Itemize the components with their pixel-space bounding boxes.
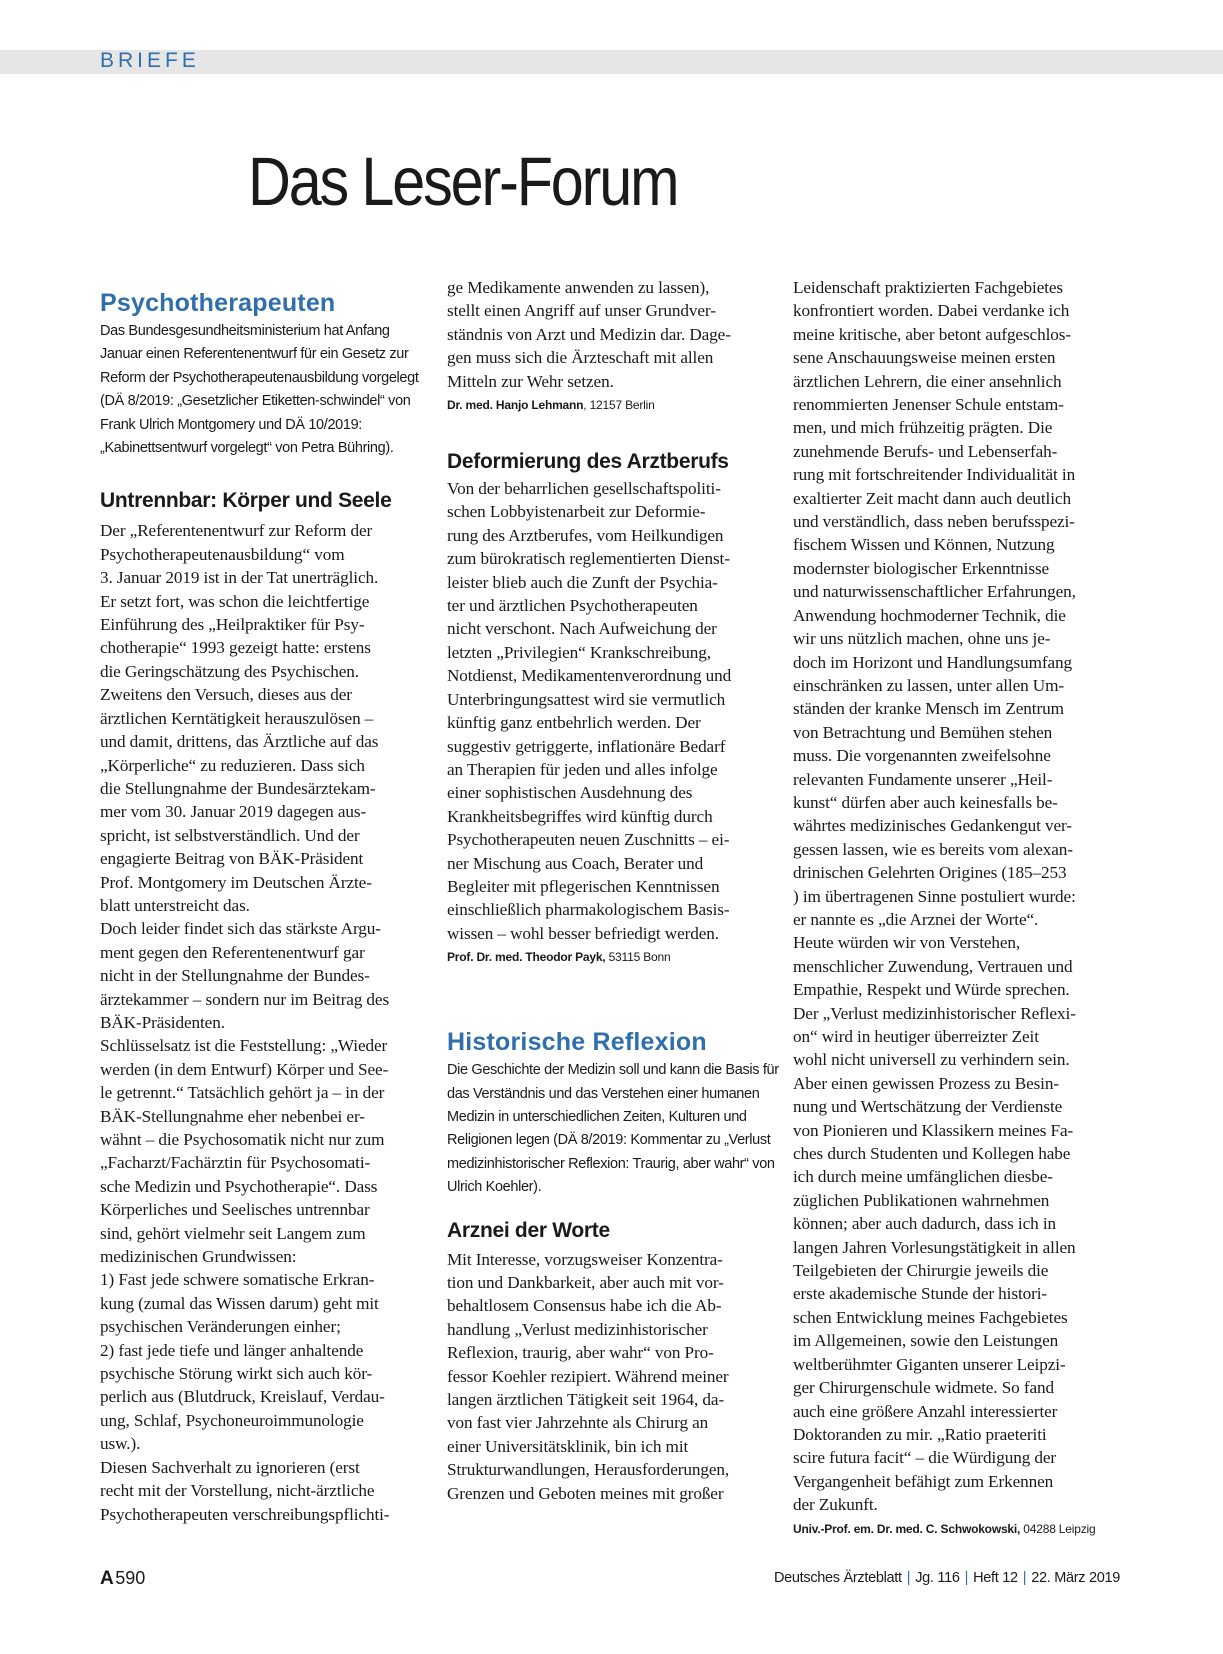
text-line: Psychotherapeuten verschreibungspflichti-	[100, 1504, 390, 1524]
text-line: Einführung des „Heilpraktiker für Psy-	[100, 615, 365, 635]
text-line: Leidenschaft praktizierten Fachgebietes	[793, 278, 1064, 297]
text-line: langen Jahren Vorlesungstätigkeit in allen	[793, 1237, 1076, 1257]
text-line: können; aber auch dadurch, dass ich in	[793, 1214, 1056, 1234]
letter-body	[447, 1248, 782, 1505]
text-line: Der „Referentenentwurf zur Reform der	[100, 521, 373, 541]
text-line: leister blieb auch die Zunft der Psychia-	[447, 572, 718, 592]
text-line: 2) fast jede tiefe und länger anhaltende	[100, 1340, 364, 1360]
text-line: blatt unterstreicht das.	[100, 895, 250, 915]
text-line: BÄK-Stellungnahme eher nebenbei er-	[100, 1106, 365, 1126]
text-line: auch eine größere Anzahl interessierter	[793, 1401, 1058, 1421]
text-line: schen Entwicklung meines Fachgebietes	[793, 1307, 1068, 1327]
text-line: Aber einen gewissen Prozess zu Besin-	[793, 1073, 1059, 1093]
text-line: stellt einen Angriff auf unser Grundver-	[447, 301, 716, 321]
page-prefix: A	[100, 1568, 114, 1589]
journal-footer	[774, 1570, 1120, 1586]
text-line: Anwendung hochmoderner Technik, die	[793, 605, 1066, 625]
letter-signature	[793, 1521, 1128, 1537]
text-line: ärztlichen Kerntätigkeit herauszulösen –	[100, 708, 374, 728]
topic-intro: Das Bundesgesundheitsministerium hat Anfang Januar einen Referentenentwurf für ein Gesetz zur Reform der Psychotherapeutenausbildung vorgelegt (DÄ 8/2019: „Gesetzlicher Etiketten-schwindel“ von Frank Ulrich Montgomery und DÄ 10/2019: „Kabinettsentwurf vorgelegt“ von Petra Bühring).	[100, 323, 419, 457]
text-line: perlich aus (Blutdruck, Kreislauf, Verdau-	[100, 1387, 385, 1407]
letter-signature	[447, 949, 782, 965]
text-line: im Allgemeinen, sowie den Leistungen	[793, 1331, 1059, 1351]
text-line: ) im übertragenen Sinne postuliert wurde:	[793, 886, 1076, 906]
text-line: und verständlich, dass neben berufsspezi-	[793, 512, 1075, 532]
text-line: Der „Verlust medizinhistorischer Reflexi-	[793, 1003, 1076, 1023]
page-number	[100, 1568, 145, 1590]
text-line: Diesen Sachverhalt zu ignorieren (erst	[100, 1457, 360, 1477]
text-line: konfrontiert worden. Dabei verdanke ich	[793, 301, 1070, 321]
text-line: ment gegen den Referentenentwurf gar	[100, 942, 365, 962]
text-line: relevanten Fundamente unserer „Heil-	[793, 769, 1053, 789]
text-line: ich durch meine umfänglichen diesbe-	[793, 1167, 1053, 1187]
text-line: 3. Januar 2019 ist in der Tat unerträglich.	[100, 568, 379, 588]
text-line: einschränken zu lassen, unter allen Um-	[793, 675, 1064, 695]
text-line: suggestiv getriggerte, inflationäre Bedarf	[447, 736, 726, 756]
text-line: Krankheitsbegriffes wird künftig durch	[447, 806, 713, 826]
text-line: Schlüsselsatz ist die Feststellung: „Wieder	[100, 1036, 388, 1056]
text-line: ständnis von Arzt und Medizin dar. Dage-	[447, 324, 731, 344]
topic-title: Psychotherapeuten	[100, 289, 336, 317]
text-line: die Geringschätzung des Psychischen.	[100, 661, 359, 681]
text-line: weltberühmter Giganten unserer Leipzi-	[793, 1354, 1066, 1374]
text-line: Körperliches und Seelisches untrennbar	[100, 1200, 370, 1220]
text-line: Empathie, Respekt und Würde sprechen.	[793, 980, 1070, 1000]
letter-body	[100, 519, 435, 1525]
text-line: tion und Dankbarkeit, aber auch mit vor-	[447, 1273, 724, 1292]
text-line: Psychotherapeutenausbildung“ vom	[100, 544, 345, 564]
signature-name: Prof. Dr. med. Theodor Payk,	[447, 950, 606, 965]
letter-body-continued	[447, 276, 782, 393]
text-line: erste akademische Stunde der histori-	[793, 1284, 1048, 1304]
text-line: chotherapie“ 1993 gezeigt hatte: erstens	[100, 638, 371, 658]
page-number-value: 590	[115, 1568, 146, 1588]
text-line: Von der beharrlichen gesellschaftspoliti-	[447, 479, 721, 499]
text-line: nicht verschont. Nach Aufweichung der	[447, 619, 717, 639]
text-line: von Pionieren und Klassikern meines Fa-	[793, 1120, 1074, 1140]
column-1	[100, 288, 435, 1526]
text-line: menschlicher Zuwendung, Vertrauen und	[793, 956, 1073, 976]
text-line: züglichen Publikationen wahrnehmen	[793, 1190, 1050, 1210]
text-line: psychische Störung wirkt sich auch kör-	[100, 1364, 373, 1384]
text-line: ärztekammer – sondern nur im Beitrag des	[100, 989, 390, 1009]
text-line: men, und mich frühzeitig prägten. Die	[793, 418, 1053, 438]
text-line: „Körperliche“ zu reduzieren. Dass sich	[100, 755, 365, 775]
text-line: ung, Schlaf, Psychoneuroimmunologie	[100, 1410, 364, 1430]
text-line: ner Mischung aus Coach, Berater und	[447, 853, 704, 873]
text-line: einer sophistischen Ausdehnung des	[447, 783, 693, 803]
text-line: von Betrachtung und Bemühen stehen	[793, 722, 1053, 742]
text-line: handlung „Verlust medizinhistorischer	[447, 1319, 708, 1339]
text-line: medizinischen Grundwissen:	[100, 1247, 297, 1267]
text-line: exaltierter Zeit macht dann auch deutlich	[793, 488, 1071, 508]
footer-separator: |	[964, 1570, 969, 1586]
journal-date: 22. März 2019	[1031, 1570, 1120, 1586]
text-line: usw.).	[100, 1434, 141, 1454]
topic-intro: Die Geschichte der Medizin soll und kann die Basis für das Verständnis und das Verstehen einer humanen Medizin in unterschiedlichen Zeiten, Kulturen und Religionen legen (DÄ 8/2019: Kommentar zu „Verlust medizinhistorischer Reflexion: Traurig, aber wahr“ von Ulrich Koehler).	[447, 1062, 779, 1196]
text-line: Mit Interesse, vorzugsweiser Konzentra-	[447, 1249, 723, 1269]
signature-name: Dr. med. Hanjo Lehmann	[447, 398, 584, 413]
text-line: renommierten Jenenser Schule entstam-	[793, 395, 1064, 415]
text-line: BÄK-Präsidenten.	[100, 1012, 225, 1032]
text-line: Er setzt fort, was schon die leichtfertige	[100, 591, 370, 611]
text-line: ge Medikamente anwenden zu lassen),	[447, 278, 710, 297]
signature-place: 53115 Bonn	[605, 950, 671, 965]
text-line: Heute würden wir von Verstehen,	[793, 933, 1021, 953]
text-line: le getrennt.“ Tatsächlich gehört ja – in der	[100, 1083, 385, 1103]
text-line: kung (zumal das Wissen darum) geht mit	[100, 1293, 379, 1313]
signature-name: Univ.-Prof. em. Dr. med. C. Schwokowski,	[793, 1521, 1021, 1536]
text-line: ger Chirurgenschule widmete. So fand	[793, 1378, 1054, 1398]
text-line: fessor Koehler rezipiert. Während meiner	[447, 1366, 729, 1386]
text-line: ärztlichen Lehrern, die einer ansehnlich	[793, 371, 1062, 391]
text-line: einer Universitätsklinik, bin ich mit	[447, 1436, 689, 1456]
text-line: von fast vier Jahrzehnte als Chirurg an	[447, 1413, 709, 1433]
text-line: 1) Fast jede schwere somatische Erkran-	[100, 1270, 375, 1290]
text-line: „Facharzt/Fachärztin für Psychosomati-	[100, 1153, 371, 1173]
text-line: Strukturwandlungen, Herausforderungen,	[447, 1460, 730, 1480]
text-line: die Stellungnahme der Bundesärztekam-	[100, 778, 376, 798]
text-line: Psychotherapeuten neuen Zuschnitts – ei-	[447, 830, 730, 850]
text-line: doch im Horizont und Handlungsumfang	[793, 652, 1072, 672]
text-line: zum bürokratisch reglementierten Dienst-	[447, 549, 730, 569]
text-line: Doktoranden zu mir. „Ratio praeteriti	[793, 1424, 1047, 1444]
section-label: BRIEFE	[100, 49, 200, 72]
text-line: wir uns nützlich machen, ohne uns je-	[793, 629, 1051, 649]
text-line: gen muss sich die Ärzteschaft mit allen	[447, 348, 714, 368]
text-line: künftig ganz entbehrlich werden. Der	[447, 713, 701, 733]
text-line: fischem Wissen und Können, Nutzung	[793, 535, 1055, 555]
text-line: Unterbringungsattest wird sie vermutlich	[447, 689, 726, 709]
text-line: Reflexion, traurig, aber wahr“ von Pro-	[447, 1343, 714, 1363]
text-line: wohl nicht universell zu verhindern sein.	[793, 1050, 1070, 1070]
text-line: schen Lobbyistenarbeit zur Deformie-	[447, 502, 706, 522]
text-line: ches durch Studenten und Kollegen habe	[793, 1144, 1071, 1164]
text-line: behaltlosem Consensus habe ich die Ab-	[447, 1296, 722, 1316]
text-line: mer vom 30. Januar 2019 dagegen aus-	[100, 802, 367, 822]
page-title: Das Leser-Forum	[248, 143, 678, 220]
column-3	[793, 278, 1128, 1537]
text-line: einschließlich pharmakologischem Basis-	[447, 900, 730, 920]
text-line: psychischen Veränderungen einher;	[100, 1317, 341, 1337]
text-line: Zweitens den Versuch, dieses aus der	[100, 685, 352, 705]
text-line: muss. Die vorgenannten zweifelsohne	[793, 746, 1051, 766]
text-line: Teilgebieten der Chirurgie jeweils die	[793, 1261, 1049, 1281]
text-line: spricht, ist selbstverständlich. Und der	[100, 825, 360, 845]
text-line: Begleiter mit pflegerischen Kenntnissen	[447, 876, 720, 896]
letter-headline: Deformierung des Arztberufs	[447, 450, 729, 474]
topic-title: Historische Reflexion	[447, 1028, 707, 1057]
text-line: rung des Arztberufes, vom Heilkundigen	[447, 525, 724, 545]
text-line: ständen der kranke Mensch im Zentrum	[793, 699, 1064, 719]
letter-headline: Untrennbar: Körper und Seele	[100, 489, 392, 513]
text-line: nung und Wertschätzung der Verdienste	[793, 1097, 1063, 1117]
text-line: an Therapien für jeden und alles infolge	[447, 759, 718, 779]
footer-separator: |	[906, 1570, 911, 1586]
text-line: er nannte es „die Arznei der Worte“.	[793, 909, 1039, 929]
letter-signature	[447, 397, 782, 413]
journal-volume: Jg. 116	[915, 1570, 960, 1586]
text-line: Grenzen und Geboten meines mit großer	[447, 1483, 724, 1503]
text-line: werden (in dem Entwurf) Körper und See-	[100, 1059, 389, 1079]
text-line: der Zukunft.	[793, 1495, 878, 1515]
text-line: drinischen Gelehrten Origines (185–253	[793, 863, 1067, 883]
text-line: on“ wird in heutiger überreizter Zeit	[793, 1027, 1039, 1046]
letter-headline: Arznei der Worte	[447, 1218, 610, 1242]
text-line: Mitteln zur Wehr setzen.	[447, 371, 614, 391]
text-line: Vergangenheit befähigt zum Erkennen	[793, 1471, 1054, 1491]
text-line: währtes medizinisches Gedankengut ver-	[793, 816, 1072, 836]
text-line: letzten „Privilegien“ Krankschreibung,	[447, 642, 711, 662]
text-line: Prof. Montgomery im Deutschen Ärzte-	[100, 872, 372, 892]
text-line: engagierte Beitrag von BÄK-Präsident	[100, 849, 364, 869]
text-line: wähnt – die Psychosomatik nicht nur zum	[100, 1130, 385, 1149]
text-line: sche Medizin und Psychotherapie“. Dass	[100, 1176, 378, 1196]
text-line: Notdienst, Medikamentenverordnung und	[447, 666, 732, 686]
text-line: meine kritische, aber betont aufgeschlos-	[793, 324, 1071, 344]
letter-body-continued	[793, 276, 1128, 1517]
text-line: und damit, drittens, das Ärztliche auf das	[100, 732, 379, 752]
text-line: wissen – wohl besser befriedigt werden.	[447, 923, 719, 943]
text-line: und naturwissenschaftlicher Erfahrungen,	[793, 582, 1076, 602]
text-line: nicht in der Stellungnahme der Bundes-	[100, 966, 370, 986]
text-line: zunehmende Berufs- und Lebenserfah-	[793, 441, 1058, 461]
text-line: modernster biologischer Erkenntnisse	[793, 558, 1050, 578]
text-line: gessen lassen, wie es bereits vom alexan-	[793, 839, 1073, 859]
signature-place: , 12157 Berlin	[583, 398, 655, 413]
text-line: rung mit fortschreitender Individualität in	[793, 465, 1076, 485]
text-line: kunst“ dürfen aber auch keinesfalls be-	[793, 792, 1058, 812]
journal-name: Deutsches Ärzteblatt	[773, 1570, 902, 1586]
text-line: ter und ärztlichen Psychotherapeuten	[447, 596, 698, 616]
text-line: Doch leider findet sich das stärkste Argu-	[100, 919, 381, 939]
column-2	[447, 278, 782, 1505]
signature-place: 04288 Leipzig	[1020, 1521, 1096, 1536]
letter-body	[447, 477, 782, 945]
text-line: scire futura facit“ – die Würdigung der	[793, 1448, 1057, 1468]
footer-separator: |	[1022, 1570, 1027, 1586]
text-line: langen ärztlichen Tätigkeit seit 1964, da-	[447, 1390, 725, 1410]
journal-issue: Heft 12	[973, 1570, 1018, 1586]
text-line: sene Anschauungsweise meinen ersten	[793, 348, 1056, 368]
text-line: recht mit der Vorstellung, nicht-ärztliche	[100, 1481, 375, 1501]
text-line: sind, gehört vielmehr seit Langem zum	[100, 1223, 366, 1243]
